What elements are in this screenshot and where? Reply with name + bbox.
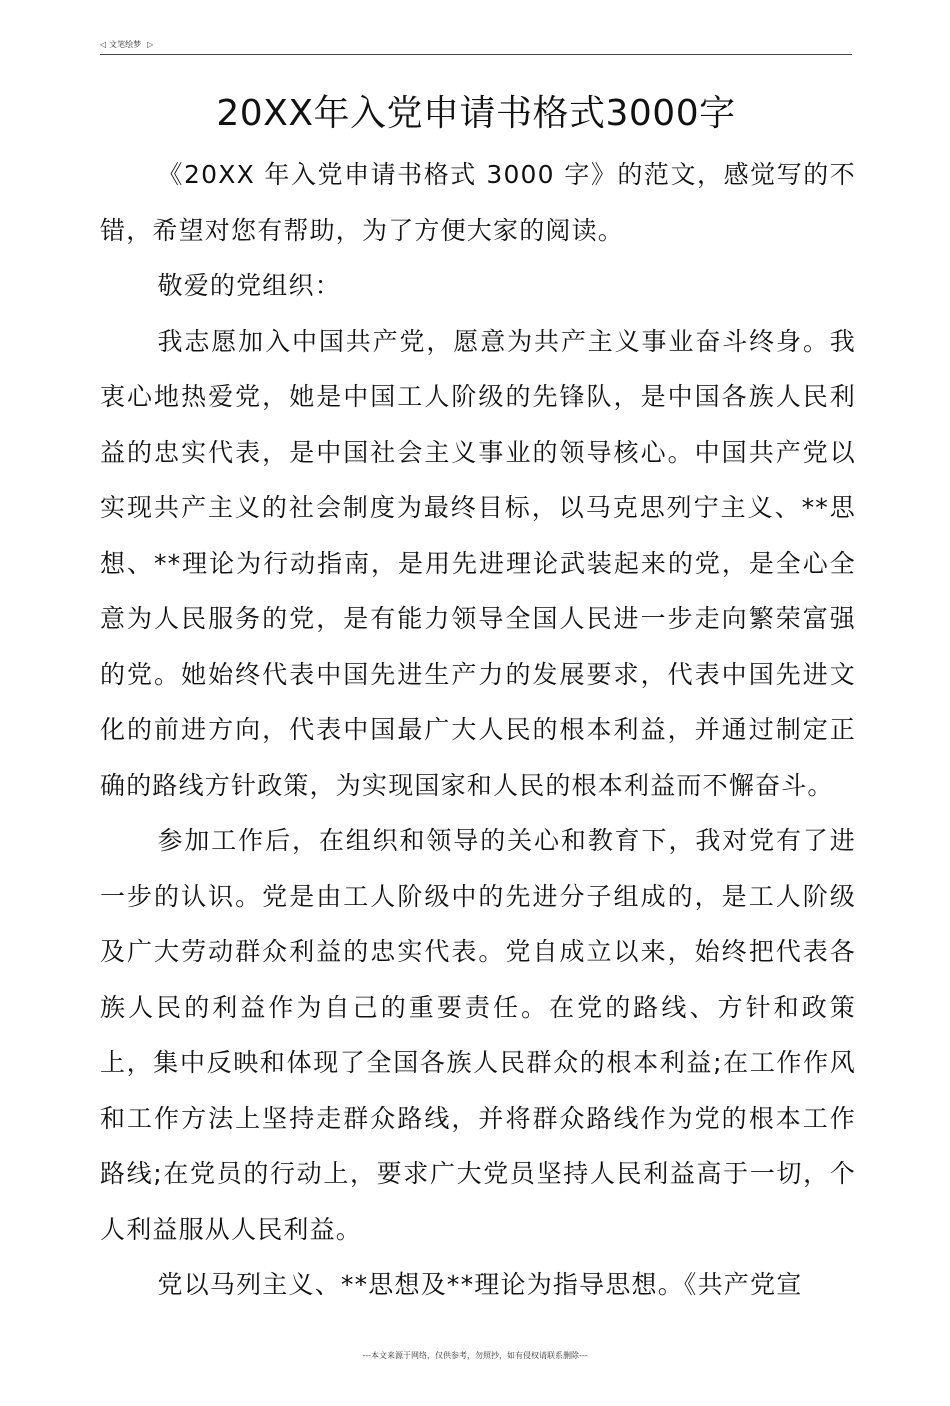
document-body bbox=[100, 147, 856, 1313]
right-triangle-icon: ▷ bbox=[147, 40, 154, 49]
salutation: 敬爱的党组织： bbox=[157, 271, 341, 300]
header-text: 文笔绘梦 bbox=[109, 40, 142, 49]
body-paragraph: 党以马列主义、**思想及**理论为指导思想。《共产党宣 bbox=[157, 1270, 803, 1299]
page-footer: ---本文来源于网络，仅供参考，勿照抄，如有侵权请联系删除--- bbox=[362, 1351, 588, 1360]
left-triangle-icon: ◁ bbox=[100, 40, 107, 49]
page-header bbox=[100, 38, 852, 55]
body-paragraph: 我志愿加入中国共产党，愿意为共产主义事业奋斗终身。我衷心地热爱党，她是中国工人阶级的先锋队，是中国各族人民利益的忠实代表，是中国社会主义事业的领导核心。中国共产党以实现共产主义的社会制度为最终目标，以马克思列宁主义、**思想、**理论为行动指南，是用先进理论武装起来的党，是全心全意为人民服务的党，是有能力领导全国人民进一步走向繁荣富强的党。她始终代表中国先进生产力的发展要求，代表中国先进文化的前进方向，代表中国最广大人民的根本利益，并通过制定正确的路线方针政策，为实现国家和人民的根本利益而不懈奋斗。 bbox=[100, 326, 856, 800]
body-paragraph: 参加工作后，在组织和领导的关心和教育下，我对党有了进一步的认识。党是由工人阶级中的先进分子组成的，是工人阶级及广大劳动群众利益的忠实代表。党自成立以来，始终把代表各族人民的利益作为自己的重要责任。在党的路线、方针和政策上，集中反映和体现了全国各族人民群众的根本利益;在工作作风和工作方法上坚持走群众路线，并将群众路线作为党的根本工作路线;在党员的行动上，要求广大党员坚持人民利益高于一切，个人利益服从人民利益。 bbox=[100, 826, 856, 1244]
document-title: 20XX年入党申请书格式3000字 bbox=[216, 93, 736, 134]
intro-paragraph: 《20XX 年入党申请书格式 3000 字》的范文，感觉写的不错，希望对您有帮助，为了方便大家的阅读。 bbox=[100, 160, 856, 245]
